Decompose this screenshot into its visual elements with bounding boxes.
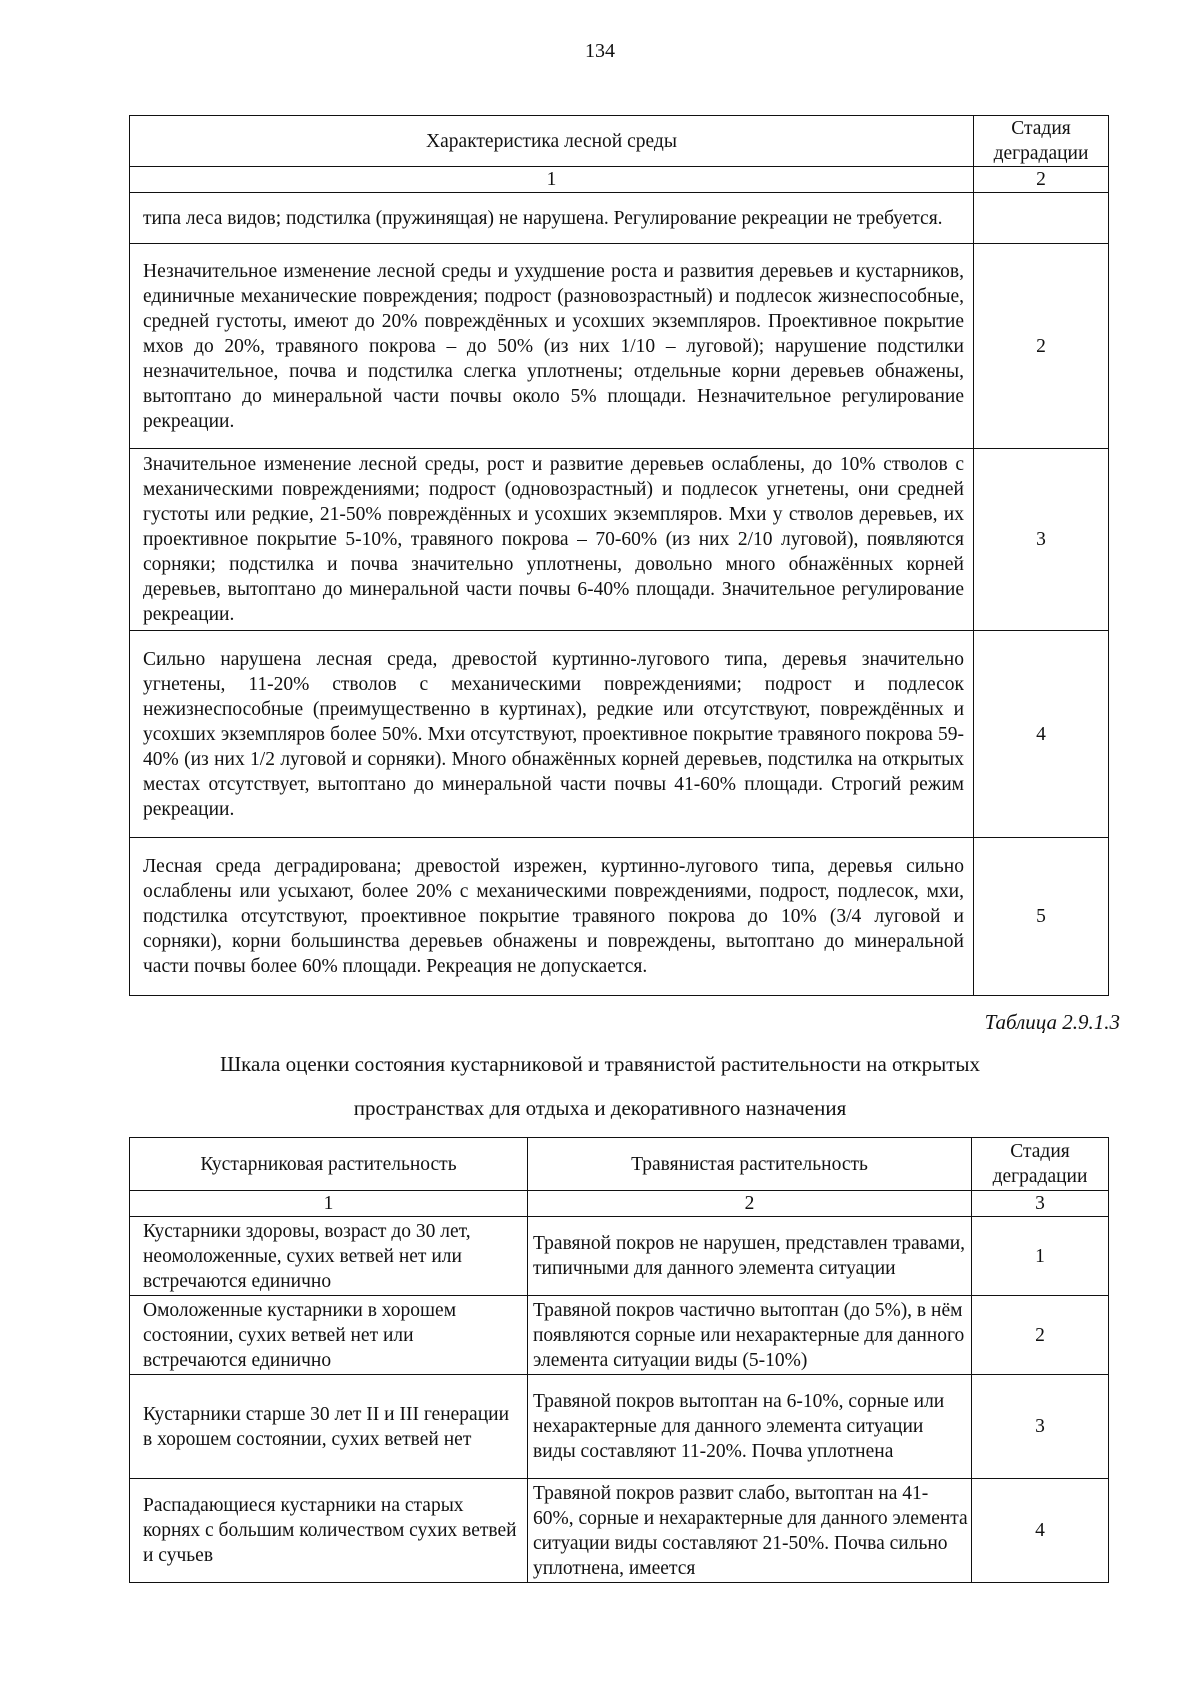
column-index: 1 bbox=[130, 1191, 528, 1217]
table-row bbox=[130, 244, 1109, 449]
characteristic-cell: типа леса видов; подстилка (пружинящая) не нарушена. Регулирование рекреации не требуется. bbox=[130, 193, 974, 244]
stage-cell: 3 bbox=[974, 449, 1109, 631]
shrub-cell: Распадающиеся кустарники на старых корнях с большим количеством сухих ветвей и сучьев bbox=[130, 1479, 528, 1583]
column-header-stage: Стадия деградации bbox=[974, 116, 1109, 167]
table-row bbox=[130, 1375, 1109, 1479]
grass-cell: Травяной покров вытоптан на 6-10%, сорные или нехарактерные для данного элемента ситуации виды составляют 11-20%. Почва уплотнена bbox=[528, 1375, 972, 1479]
column-header-characteristic: Характеристика лесной среды bbox=[130, 116, 974, 167]
stage-cell bbox=[974, 193, 1109, 244]
column-index: 1 bbox=[130, 167, 974, 193]
column-header-shrub: Кустарниковая растительность bbox=[130, 1138, 528, 1191]
table-row bbox=[130, 838, 1109, 996]
table-header-row bbox=[130, 1138, 1109, 1191]
shrub-cell: Кустарники старше 30 лет II и III генерации в хорошем состоянии, сухих ветвей нет bbox=[130, 1375, 528, 1479]
column-index-row bbox=[130, 167, 1109, 193]
table-title-line-2: пространствах для отдыха и декоративного назначения bbox=[353, 1096, 847, 1120]
characteristic-cell: Сильно нарушена лесная среда, древостой куртинно-лугового типа, деревья значительно угнетены, 11-20% стволов с механическими повреждениями; подрост и подлесок нежизнеспособные (преимущественно в куртинах), редкие или отсутствуют, повреждённых и усохших экземпляров более 50%. Мхи отсутствуют, проективное покрытие травяного покрова 59-40% (из них 1/2 луговой и сорняки). Много обнажённых корней деревьев, подстилка на открытых местах отсутствует, вытоптано до минеральной части почвы 41-60% площади. Строгий режим рекреации. bbox=[130, 631, 974, 838]
characteristic-cell: Незначительное изменение лесной среды и ухудшение роста и развития деревьев и кустарников, единичные механические повреждения; подрост (разновозрастный) и подлесок жизнеспособные, средней густоты, имеют до 20% повреждённых и усохших экземпляров. Проективное покрытие мхов до 20%, травяного покрова – до 50% (из них 1/10 – луговой); нарушение подстилки незначительное, почва и подстилка слегка уплотнены; отдельные корни деревьев обнажены, вытоптано до минеральной части почвы около 5% площади. Незначительное регулирование рекреации. bbox=[130, 244, 974, 449]
table-row bbox=[130, 1296, 1109, 1375]
shrub-cell: Кустарники здоровы, возраст до 30 лет, неомоложенные, сухих ветвей нет или встречаются единично bbox=[130, 1217, 528, 1296]
table-header-row bbox=[130, 116, 1109, 167]
table-row bbox=[130, 449, 1109, 631]
column-header-stage: Стадия деградации bbox=[972, 1138, 1109, 1191]
column-index: 2 bbox=[974, 167, 1109, 193]
stage-cell: 2 bbox=[974, 244, 1109, 449]
stage-cell: 4 bbox=[972, 1479, 1109, 1583]
grass-cell: Травяной покров частично вытоптан (до 5%), в нём появляются сорные или нехарактерные для данного элемента ситуации виды (5-10%) bbox=[528, 1296, 972, 1375]
stage-cell: 4 bbox=[974, 631, 1109, 838]
column-index: 2 bbox=[528, 1191, 972, 1217]
characteristic-cell: Лесная среда деградирована; древостой изрежен, куртинно-лугового типа, деревья сильно ослаблены или усыхают, более 20% с механическими повреждениями, подрост, подлесок, мхи, подстилка отсутствуют, проективное покрытие травяного покрова до 10% (3/4 луговой и сорняки), корни большинства деревьев обнажены и повреждены, вытоптано до минеральной части почвы более 60% площади. Рекреация не допускается. bbox=[130, 838, 974, 996]
grass-cell: Травяной покров развит слабо, вытоптан на 41-60%, сорные и нехарактерные для данного элемента ситуации виды составляют 21-50%. Почва сильно уплотнена, имеется bbox=[528, 1479, 972, 1583]
stage-cell: 3 bbox=[972, 1375, 1109, 1479]
page-number: 134 bbox=[585, 40, 615, 62]
forest-degradation-table bbox=[129, 115, 1109, 996]
table-title-line-1: Шкала оценки состояния кустарниковой и травянистой растительности на открытых bbox=[219, 1052, 981, 1076]
shrub-cell: Омоложенные кустарники в хорошем состоянии, сухих ветвей нет или встречаются единично bbox=[130, 1296, 528, 1375]
table-row bbox=[130, 193, 1109, 244]
column-header-grass: Травянистая растительность bbox=[528, 1138, 972, 1191]
column-index-row bbox=[130, 1191, 1109, 1217]
stage-cell: 2 bbox=[972, 1296, 1109, 1375]
table-caption: Таблица 2.9.1.3 bbox=[984, 1010, 1120, 1034]
grass-cell: Травяной покров не нарушен, представлен травами, типичными для данного элемента ситуации bbox=[528, 1217, 972, 1296]
column-index: 3 bbox=[972, 1191, 1109, 1217]
stage-cell: 5 bbox=[974, 838, 1109, 996]
shrub-grass-rating-table bbox=[129, 1137, 1109, 1583]
table-row bbox=[130, 1217, 1109, 1296]
table-row bbox=[130, 631, 1109, 838]
stage-cell: 1 bbox=[972, 1217, 1109, 1296]
characteristic-cell: Значительное изменение лесной среды, рост и развитие деревьев ослаблены, до 10% стволов с механическими повреждениями; подрост (одновозрастный) и подлесок угнетены, они средней густоты или редкие, 21-50% повреждённых и усохших экземпляров. Мхи у стволов деревьев, их проективное покрытие 5-10%, травяного покрова – 70-60% (из них 2/10 луговой), появляются сорняки; подстилка и почва значительно уплотнены, довольно много обнажённых корней деревьев, вытоптано до минеральной части почвы 6-40% площади. Значительное регулирование рекреации. bbox=[130, 449, 974, 631]
table-row bbox=[130, 1479, 1109, 1583]
